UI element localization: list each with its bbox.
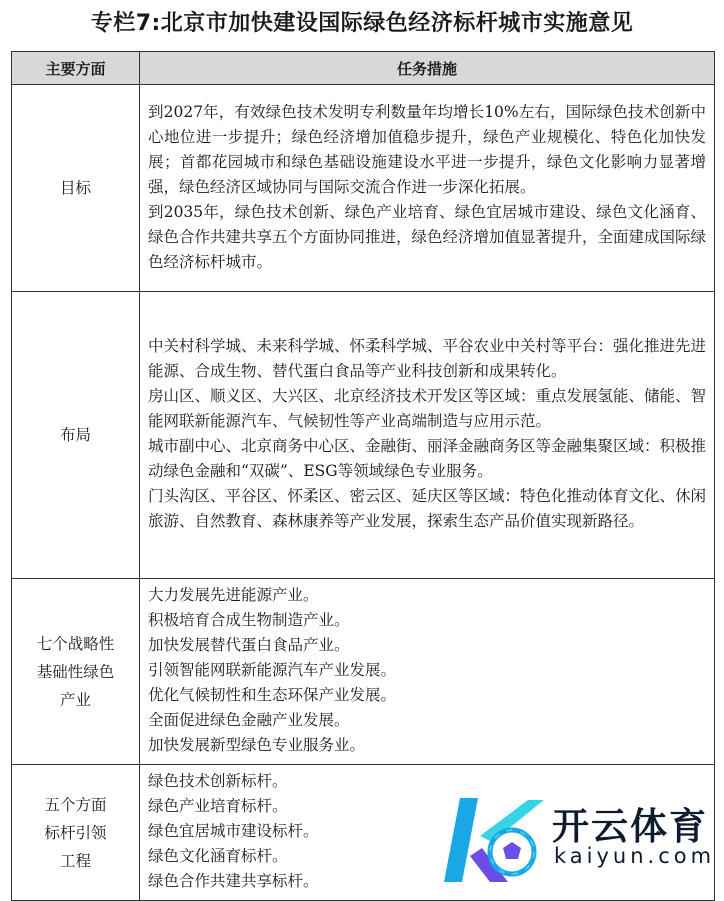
aspect-label-line: 工程 [59,851,91,870]
aspect-label-line: 标杆引领 [44,823,107,842]
measures-cell [140,292,715,579]
watermark-logo-icon [440,790,550,890]
measure-paragraph: 房山区、顺义区、大兴区、北京经济技术开发区等区域：重点发展氢能、储能、智能网联新能源汽车、气候韧性等产业高端制造与应用示范。 [148,387,707,430]
aspect-cell [12,85,140,292]
aspect-label-line: 七个战略性 [36,634,115,653]
table-row-goals [12,85,715,292]
measure-paragraph: 绿色技术创新标杆。 [148,772,288,790]
table-row-industries [12,579,715,765]
aspect-label-line: 基础性绿色 [36,662,115,681]
measure-paragraph: 绿色宜居城市建设标杆。 [148,822,319,840]
aspect-label-line: 产业 [59,690,91,709]
measure-paragraph: 优化气候韧性和生态环保产业发展。 [148,686,397,704]
aspect-cell [12,292,140,579]
table-header-row [12,52,715,85]
measure-paragraph: 绿色产业培育标杆。 [148,797,288,815]
page-title: 专栏7:北京市加快建设国际绿色经济标杆城市实施意见 [90,11,634,36]
measure-paragraph: 门头沟区、平谷区、怀柔区、密云区、延庆区等区域：特色化推动体育文化、休闲旅游、自然教育、森林康养等产业发展，探索生态产品价值实现新路径。 [148,487,707,530]
table-row-layout [12,292,715,579]
watermark-url: kaiyun.com [554,844,716,868]
measure-paragraph: 加快发展新型绿色专业服务业。 [148,736,366,754]
column-header-aspect: 主要方面 [12,52,140,85]
aspect-cell [12,765,140,901]
aspect-label-line: 布局 [59,426,91,444]
measure-paragraph: 到2027年，有效绿色技术发明专利数量年均增长10%左右，国际绿色技术创新中心地位进一步提升；绿色经济增加值稳步提升，绿色产业规模化、特色化加快发展；首都花园城市和绿色基础设施建设水平进一步提升，绿色文化影响力显著增强，绿色经济区域协同与国际交流合作进一步深化拓展。 [148,102,706,196]
measure-paragraph: 绿色合作共建共享标杆。 [148,872,319,890]
column-header-measures: 任务措施 [140,52,715,85]
watermark [440,790,720,890]
measure-paragraph: 绿色文化涵育标杆。 [148,847,288,865]
watermark-brand-name: 开云体育 [552,805,708,848]
measure-paragraph: 大力发展先进能源产业。 [148,586,319,604]
measures-cell [140,579,715,765]
measure-paragraph: 积极培育合成生物制造产业。 [148,611,350,629]
aspect-label-line: 五个方面 [44,795,107,814]
measure-paragraph: 加快发展替代蛋白食品产业。 [148,636,350,654]
measure-paragraph: 到2035年，绿色技术创新、绿色产业培育、绿色宜居城市建设、绿色文化涵育、绿色合作共建共享五个方面协同推进，绿色经济增加值显著提升，全面建成国际绿色经济标杆城市。 [148,202,707,271]
measures-table [11,51,715,901]
measure-paragraph: 城市副中心、北京商务中心区、金融街、丽泽金融商务区等金融集聚区域：积极推动绿色金融和“双碳”、ESG等领域绿色专业服务。 [148,437,707,480]
aspect-label-line: 目标 [59,179,91,197]
aspect-cell [12,579,140,765]
measure-paragraph: 全面促进绿色金融产业发展。 [148,711,350,729]
measure-paragraph: 中关村科学城、未来科学城、怀柔科学城、平谷农业中关村等平台：强化推进先进能源、合成生物、替代蛋白食品等产业科技创新和成果转化。 [148,337,707,380]
measure-paragraph: 引领智能网联新能源汽车产业发展。 [148,661,397,679]
measures-cell [140,85,715,292]
